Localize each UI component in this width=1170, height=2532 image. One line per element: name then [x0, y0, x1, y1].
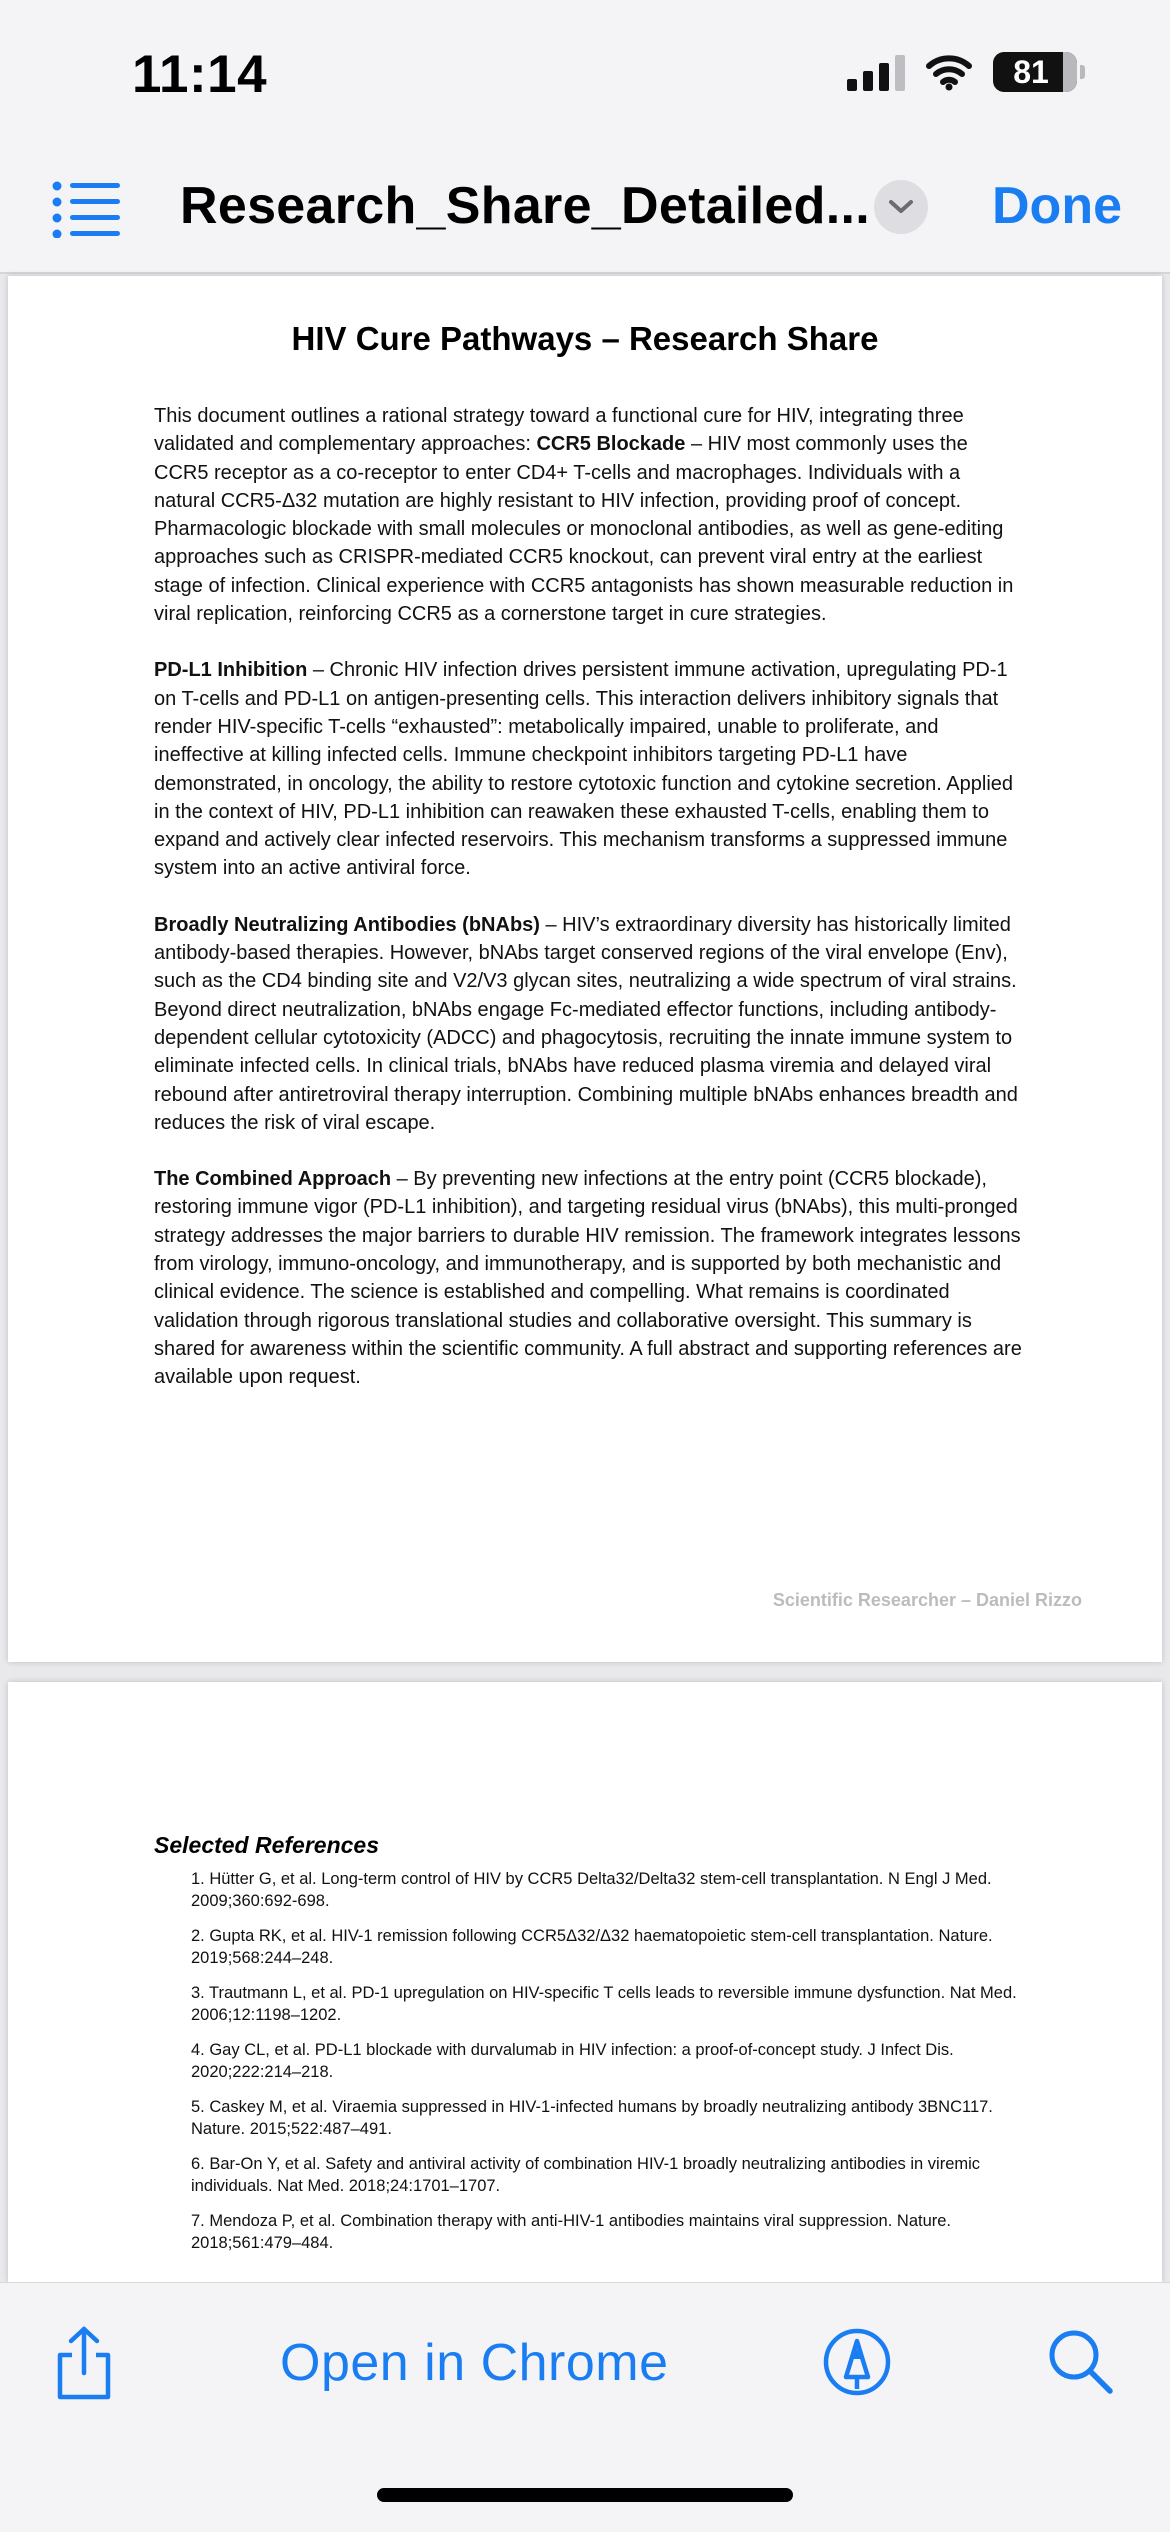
document-page-1: [8, 276, 1162, 1662]
battery-icon: [993, 52, 1085, 92]
done-button[interactable]: Done: [992, 177, 1122, 235]
paragraph-text: – By preventing new infections at the entry point (CCR5 blockade), restoring immune vigor (PD-L1 inhibition), and targeting residual virus (bNAbs), this multi-pronged strategy addresses the major barriers to durable HIV remission. The framework integrates lessons from virology, immuno-oncology, and immunotherapy, and is supported by both mechanistic and clinical evidence. The science is established and compelling. What remains is coordinated validation through rigorous translational studies and collaborative oversight. This summary is shared for awareness within the scientific community. A full abstract and supporting references are available upon request.: [154, 1168, 1022, 1389]
paragraph-heading: Broadly Neutralizing Antibodies (bNAbs): [154, 913, 540, 936]
signature: Scientific Researcher – Daniel Rizzo: [772, 1590, 1082, 1610]
nav-bar: [0, 150, 1170, 274]
status-time: 11:14: [132, 45, 268, 104]
status-icons: [847, 52, 1085, 92]
reference-item: 1. Hütter G, et al. Long-term control of HIV by CCR5 Delta32/Delta32 stem-cell transplantation. N Engl J Med. 2009;360:692-698.: [191, 1870, 992, 1910]
paragraph-intro: [154, 402, 1024, 628]
open-in-chrome-button[interactable]: Open in Chrome: [280, 2334, 669, 2392]
paragraph-combined: [154, 1165, 1024, 1391]
paragraph-text: – HIV most commonly uses the CCR5 receptor as a co-receptor to enter CD4+ T-cells and macrophages. Individuals with a natural CCR5-Δ32 mutation are highly resistant to HIV infection, providing proof of concept. Pharmacologic blockade with small molecules or monoclonal antibodies, as well as gene-editing approaches such as CRISPR-mediated CCR5 knockout, can prevent viral entry at the earliest stage of infection. Clinical experience with CCR5 antagonists has shown measurable reduction in viral replication, reinforcing CCR5 as a cornerstone target in cure strategies.: [154, 433, 1014, 626]
paragraph-text: This document outlines a rational strategy toward a functional cure for HIV, integrating three validated and complementary approaches:: [154, 405, 964, 456]
markup-icon: [822, 2327, 892, 2397]
paragraph-pd-l1: [154, 656, 1024, 882]
references-title: Selected References: [154, 1832, 380, 1858]
page-title: HIV Cure Pathways – Research Share: [291, 320, 879, 357]
cellular-signal-icon: [847, 53, 905, 91]
reference-item: 6. Bar-On Y, et al. Safety and antiviral activity of combination HIV-1 broadly neutralizing antibodies in viremic individuals. Nat Med. 2018;24:1701–1707.: [191, 2155, 981, 2195]
reference-item: 2. Gupta RK, et al. HIV-1 remission following CCR5Δ32/Δ32 haematopoietic stem-cell transplantation. Nature. 2019;568:244–248.: [191, 1927, 993, 1967]
share-icon: [52, 2325, 116, 2401]
reference-item: 3. Trautmann L, et al. PD-1 upregulation on HIV-specific T cells leads to reversible immune dysfunction. Nat Med. 2006;12:1198–1202.: [191, 1984, 1017, 2024]
paragraph-heading: PD-L1 Inhibition: [154, 659, 308, 682]
document-body: [154, 402, 1024, 1420]
list-icon: [52, 178, 122, 238]
document-page-2: [8, 1682, 1162, 2282]
document-title[interactable]: Research_Share_Detailed...: [180, 177, 870, 235]
status-bar: [0, 0, 1170, 150]
home-indicator[interactable]: [377, 2488, 793, 2502]
reference-item: 5. Caskey M, et al. Viraemia suppressed in HIV-1-infected humans by broadly neutralizing antibody 3BNC117. Nature. 2015;522:487–491.: [191, 2098, 993, 2138]
battery-level: 81: [1013, 53, 1049, 90]
reference-item: 7. Mendoza P, et al. Combination therapy with anti-HIV-1 antibodies maintains viral suppression. Nature. 2018;561:479–484.: [191, 2212, 952, 2252]
paragraph-heading: The Combined Approach: [154, 1168, 392, 1191]
search-button[interactable]: [1046, 2327, 1116, 2397]
references-list: [191, 1868, 1031, 2267]
search-icon: [1046, 2327, 1116, 2397]
paragraph-bnabs: [154, 911, 1024, 1137]
paragraph-text: – HIV’s extraordinary diversity has historically limited antibody-based therapies. However, bNAbs target conserved regions of the viral envelope (Env), such as the CD4 binding site and V2/V3 glycan sites, neutralizing a wide spectrum of viral strains. Beyond direct neutralization, bNAbs engage Fc-mediated effector functions, including antibody-dependent cellular cytotoxicity (ADCC) and phagocytosis, recruiting the innate immune system to eliminate infected cells. In clinical trials, bNAbs have reduced plasma viremia and delayed viral rebound after antiretroviral therapy interruption. Combining multiple bNAbs enhances breadth and reduces the risk of viral escape.: [154, 913, 1018, 1134]
share-button[interactable]: [52, 2325, 116, 2401]
paragraph-heading: CCR5 Blockade: [536, 433, 686, 456]
paragraph-text: – Chronic HIV infection drives persistent immune activation, upregulating PD-1 on T-cells and PD-L1 on antigen-presenting cells. This interaction delivers inhibitory signals that render HIV-specific T-cells “exhausted”: metabolically impaired, unable to proliferate, and ineffective at killing infected cells. Immune checkpoint inhibitors targeting PD-L1 have demonstrated, in oncology, the ability to restore cytotoxic function and cytokine secretion. Applied in the context of HIV, PD-L1 inhibition can reawaken these exhausted T-cells, enabling them to expand and actively clear infected reservoirs. This mechanism transforms a suppressed immune system into an active antiviral force.: [154, 659, 1014, 880]
markup-button[interactable]: [822, 2327, 892, 2397]
list-button[interactable]: [52, 178, 122, 238]
wifi-icon: [925, 53, 973, 91]
chevron-down-icon: [888, 199, 914, 215]
reference-item: 4. Gay CL, et al. PD-L1 blockade with durvalumab in HIV infection: a proof-of-concept study. J Infect Dis. 2020;222:214–218.: [191, 2041, 954, 2081]
title-menu-button[interactable]: [874, 180, 928, 234]
